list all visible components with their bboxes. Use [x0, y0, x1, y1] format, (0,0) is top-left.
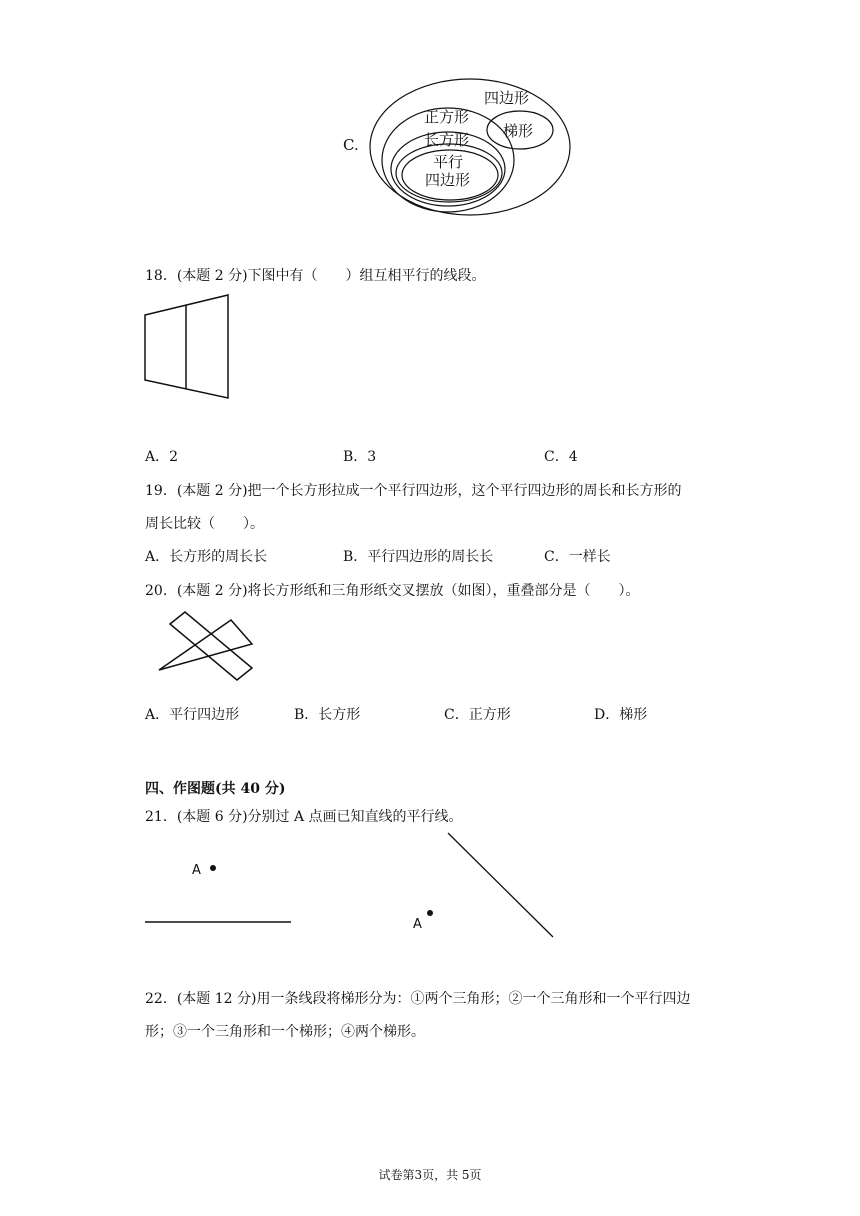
q21-point-right: [427, 910, 433, 916]
quadrilateral-ellipse: [370, 79, 570, 215]
quadrilateral-label: 四边形: [484, 89, 530, 107]
q19-text-line1: 19．(本题 2 分)把一个长方形拉成一个平行四边形，这个平行四边形的周长和长方形的: [145, 483, 682, 499]
q22-text-line1: 22．(本题 12 分)用一条线段将梯形分为：①两个三角形；②一个三角形和一个平行四边: [145, 991, 691, 1007]
q20-text: 20．(本题 2 分)将长方形纸和三角形纸交叉摆放（如图），重叠部分是（ ）。: [145, 583, 640, 599]
q20-option-b: B．长方形: [294, 707, 361, 723]
parallelogram-label-1: 平行: [433, 153, 464, 171]
q21-figure: [140, 830, 560, 940]
square-label: 正方形: [424, 108, 470, 126]
q17-venn-diagram: [365, 66, 585, 226]
q20-option-c: C．正方形: [444, 707, 511, 723]
q19-option-a: A．长方形的周长长: [145, 549, 268, 565]
q18-figure: [140, 290, 240, 410]
q21-text: 21．(本题 6 分)分别过 A 点画已知直线的平行线。: [145, 809, 463, 825]
q18-text: 18．(本题 2 分)下图中有（ ）组互相平行的线段。: [145, 268, 486, 284]
q21-diagonal-line: [448, 833, 553, 937]
page-footer: 试卷第3页，共 5页: [378, 1168, 482, 1182]
q18-option-b: B．3: [343, 449, 377, 465]
q19-option-b: B．平行四边形的周长长: [343, 549, 494, 565]
q19-option-c: C．一样长: [544, 549, 611, 565]
q19-text-line2: 周长比较（ ）。: [145, 516, 264, 532]
q18-option-a: A．2: [145, 449, 179, 465]
q20-triangle: [159, 620, 252, 670]
q20-option-a: A．平行四边形: [145, 707, 240, 723]
q21-point-label-right: A: [413, 917, 422, 932]
q18-option-c: C．4: [544, 449, 578, 465]
trapezoid-label: 梯形: [503, 122, 534, 140]
q20-rectangle-strip: [170, 612, 252, 680]
q21-point-left: [210, 865, 216, 871]
section-4-title: 四、作图题(共 40 分): [145, 781, 286, 797]
q21-point-label-left: A: [192, 863, 201, 878]
q22-text-line2: 形；③一个三角形和一个梯形；④两个梯形。: [145, 1024, 425, 1040]
q20-option-d: D．梯形: [594, 707, 648, 723]
q20-figure: [155, 612, 265, 682]
parallelogram-label-2: 四边形: [425, 171, 471, 189]
q17-option-c-label: C.: [343, 136, 359, 154]
rectangle-label: 长方形: [424, 131, 470, 149]
